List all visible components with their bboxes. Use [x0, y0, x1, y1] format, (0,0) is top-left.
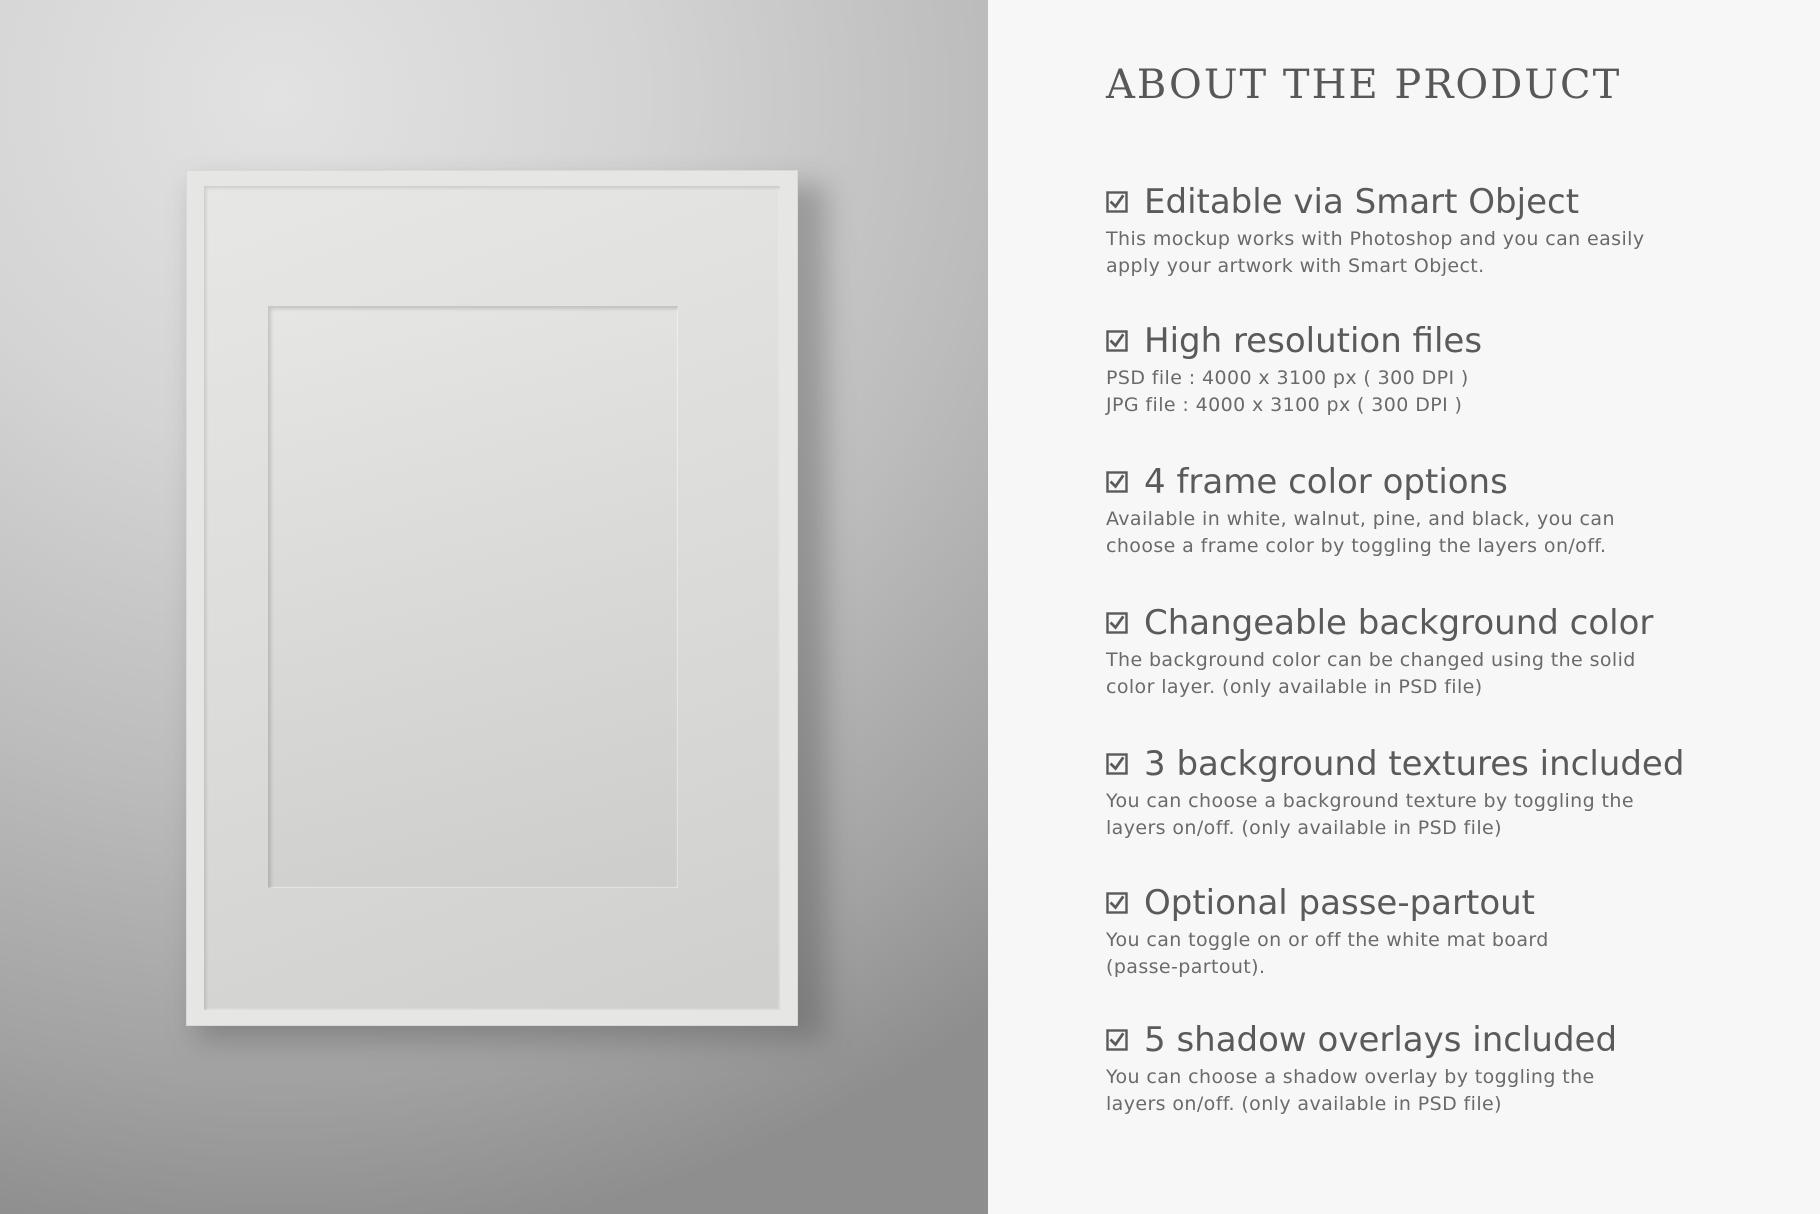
section-title: ABOUT THE PRODUCT — [1106, 62, 1622, 108]
checkbox-checked-icon — [1106, 191, 1128, 213]
feature-description — [1106, 788, 1726, 842]
description-line: layers on/off. (only available in PSD file) — [1106, 817, 1502, 839]
feature-description — [1106, 927, 1726, 981]
feature-item — [1106, 601, 1726, 701]
checkbox-checked-icon — [1106, 892, 1128, 914]
description-line: apply your artwork with Smart Object. — [1106, 255, 1485, 277]
description-line: PSD file : 4000 x 3100 px ( 300 DPI ) — [1106, 367, 1469, 389]
feature-description — [1106, 506, 1726, 560]
description-line: JPG file : 4000 x 3100 px ( 300 DPI ) — [1106, 394, 1463, 416]
description-line: The background color can be changed using the solid — [1106, 649, 1636, 671]
artwork-placeholder — [268, 306, 678, 888]
feature-item — [1106, 180, 1726, 280]
feature-title: Editable via Smart Object — [1144, 182, 1580, 222]
description-line: You can toggle on or off the white mat board — [1106, 929, 1549, 951]
picture-frame — [186, 170, 798, 1026]
feature-title: Optional passe-partout — [1144, 883, 1535, 923]
feature-item — [1106, 460, 1726, 560]
checkbox-checked-icon — [1106, 612, 1128, 634]
checkbox-checked-icon — [1106, 1029, 1128, 1051]
feature-item — [1106, 319, 1726, 419]
feature-description — [1106, 226, 1726, 280]
feature-description — [1106, 647, 1726, 701]
feature-title: 3 background textures included — [1144, 744, 1685, 784]
checkbox-checked-icon — [1106, 330, 1128, 352]
feature-title: Changeable background color — [1144, 603, 1654, 643]
feature-item — [1106, 1018, 1726, 1118]
feature-item — [1106, 881, 1726, 981]
description-line: layers on/off. (only available in PSD file) — [1106, 1093, 1502, 1115]
feature-title: 5 shadow overlays included — [1144, 1020, 1618, 1060]
description-line: color layer. (only available in PSD file) — [1106, 676, 1483, 698]
description-line: (passe-partout). — [1106, 956, 1266, 978]
checkbox-checked-icon — [1106, 753, 1128, 775]
feature-item — [1106, 742, 1726, 842]
description-line: This mockup works with Photoshop and you can easily — [1106, 228, 1645, 250]
description-line: You can choose a background texture by toggling the — [1106, 790, 1634, 812]
feature-title: High resolution files — [1144, 321, 1483, 361]
product-info-panel — [988, 0, 1820, 1214]
feature-title: 4 frame color options — [1144, 462, 1508, 502]
feature-description — [1106, 365, 1726, 419]
description-line: You can choose a shadow overlay by toggling the — [1106, 1066, 1595, 1088]
description-line: Available in white, walnut, pine, and black, you can — [1106, 508, 1615, 530]
feature-description — [1106, 1064, 1726, 1118]
checkbox-checked-icon — [1106, 471, 1128, 493]
description-line: choose a frame color by toggling the layers on/off. — [1106, 535, 1607, 557]
mat-board — [204, 186, 780, 1010]
